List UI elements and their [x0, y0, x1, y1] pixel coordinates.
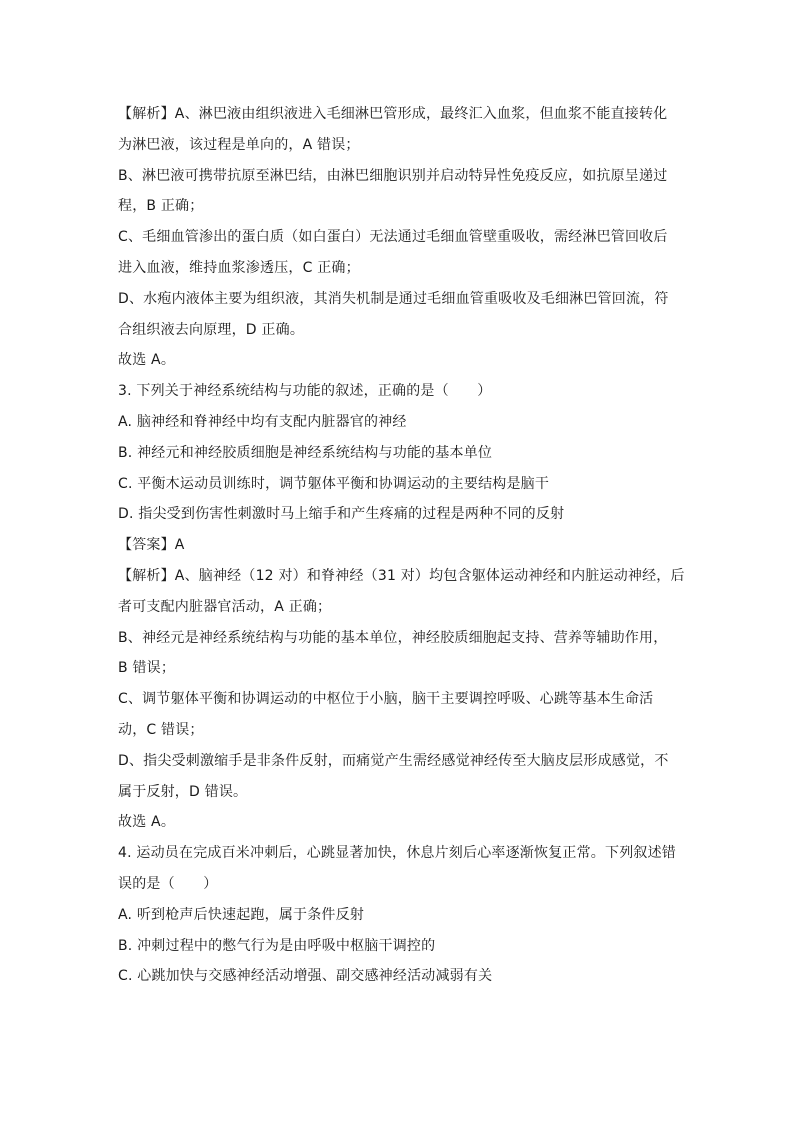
answer-choice-2: 故选 A。	[118, 352, 176, 369]
question-4-stem-line-1: 4. 运动员在完成百米冲刺后，心跳显著加快，休息片刻后心率逐渐恢复正常。下列叙述错	[118, 845, 677, 862]
analysis-2-line-8: 合组织液去向原理，D 正确。	[118, 321, 305, 338]
analysis-3-line-4: B 错误；	[118, 660, 176, 677]
analysis-2-line-1: 【解析】A、淋巴液由组织液进入毛细淋巴管形成，最终汇入血浆，但血浆不能直接转化	[118, 106, 668, 122]
analysis-2-line-5: C、毛细血管渗出的蛋白质（如白蛋白）无法通过毛细血管壁重吸收，需经淋巴管回收后	[118, 229, 668, 246]
analysis-3-line-3: B、神经元是神经系统结构与功能的基本单位，神经胶质细胞起支持、营养等辅助作用，	[118, 629, 668, 646]
question-4-option-c: C. 心跳加快与交感神经活动增强、副交感神经活动减弱有关	[118, 968, 493, 985]
analysis-3-line-6: 动，C 错误；	[118, 721, 204, 738]
question-3-stem: 3. 下列关于神经系统结构与功能的叙述，正确的是（ ）	[118, 383, 492, 400]
analysis-2-line-7: D、水疱内液体主要为组织液，其消失机制是通过毛细血管重吸收及毛细淋巴管回流，符	[118, 290, 669, 307]
question-4-option-b: B. 冲刺过程中的憋气行为是由呼吸中枢脑干调控的	[118, 937, 436, 954]
analysis-3-line-7: D、指尖受刺激缩手是非条件反射，而痛觉产生需经感觉神经传至大脑皮层形成感觉，不	[118, 752, 669, 769]
analysis-2-line-2: 为淋巴液，该过程是单向的，A 错误；	[118, 136, 360, 153]
question-4-option-a: A. 听到枪声后快速起跑，属于条件反射	[118, 906, 365, 923]
question-3-option-a: A. 脑神经和脊神经中均有支配内脏器官的神经	[118, 413, 407, 430]
document-page	[118, 99, 685, 992]
analysis-2-line-3: B、淋巴液可携带抗原至淋巴结，由淋巴细胞识别并启动特异性免疫反应，如抗原呈递过	[118, 167, 668, 184]
analysis-3-line-1: 【解析】A、脑神经（12 对）和脊神经（31 对）均包含躯体运动神经和内脏运动神经，后	[118, 567, 685, 584]
analysis-2-line-6: 进入血液，维持血浆渗透压，C 正确；	[118, 259, 360, 276]
question-3-option-c: C. 平衡木运动员训练时，调节躯体平衡和协调运动的主要结构是脑干	[118, 475, 550, 492]
analysis-3-line-8: 属于反射，D 错误。	[118, 783, 248, 800]
question-3-answer: 【答案】A	[118, 537, 185, 554]
analysis-2-line-4: 程，B 正确；	[118, 198, 204, 215]
question-3-option-d: D. 指尖受到伤害性刺激时马上缩手和产生疼痛的过程是两种不同的反射	[118, 506, 565, 523]
question-4-stem-line-2: 误的是（ ）	[118, 875, 218, 892]
analysis-3-line-5: C、调节躯体平衡和协调运动的中枢位于小脑，脑干主要调控呼吸、心跳等基本生命活	[118, 691, 654, 708]
analysis-3-line-2: 者可支配内脏器官活动，A 正确；	[118, 598, 332, 615]
answer-choice-3: 故选 A。	[118, 814, 176, 831]
question-3-option-b: B. 神经元和神经胶质细胞是神经系统结构与功能的基本单位	[118, 444, 493, 461]
